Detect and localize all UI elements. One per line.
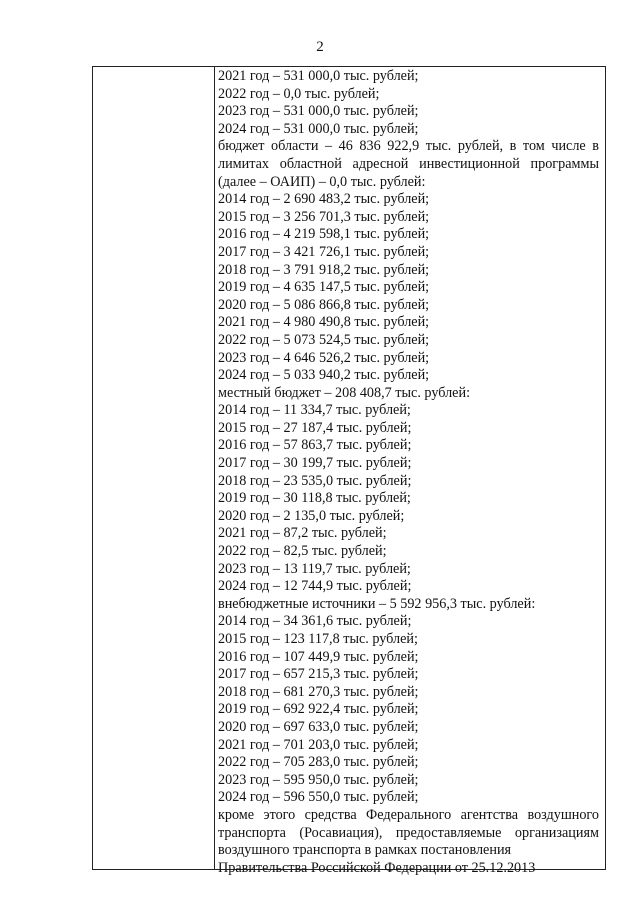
- text-line: 2023 год – 13 119,7 тыс. рублей;: [218, 560, 411, 577]
- text-line: 2016 год – 4 219 598,1 тыс. рублей;: [218, 226, 430, 243]
- text-line: 2022 год – 5 073 524,5 тыс. рублей;: [218, 331, 430, 348]
- text-line: 2022 год – 82,5 тыс. рублей;: [218, 543, 387, 560]
- text-line: 2021 год – 531 000,0 тыс. рублей;: [218, 68, 419, 84]
- text-line: 2019 год – 692 922,4 тыс. рублей;: [218, 701, 419, 718]
- text-line: 2023 год – 4 646 526,2 тыс. рублей;: [218, 349, 430, 366]
- text-line: лимитах областной адресной инвестиционной программы: [218, 155, 599, 172]
- text-line: бюджет области – 46 836 922,9 тыс. рублей, в том числе в: [218, 138, 599, 155]
- text-line: 2021 год – 87,2 тыс. рублей;: [218, 525, 387, 542]
- text-line: 2015 год – 123 117,8 тыс. рублей;: [218, 631, 418, 647]
- text-line: 2020 год – 697 633,0 тыс. рублей;: [218, 718, 419, 735]
- text-line: 2018 год – 681 270,3 тыс. рублей;: [218, 683, 419, 700]
- text-line: 2017 год – 30 199,7 тыс. рублей;: [218, 455, 412, 472]
- text-line: 2016 год – 57 863,7 тыс. рублей;: [218, 437, 412, 454]
- text-line: 2023 год – 595 950,0 тыс. рублей;: [218, 771, 419, 788]
- text-line: 2023 год – 531 000,0 тыс. рублей;: [218, 103, 419, 120]
- text-line: Правительства Российской Федерации от 25.12.2013: [218, 859, 536, 876]
- text-line: 2017 год – 657 215,3 тыс. рублей;: [218, 666, 419, 683]
- text-line: (далее – ОАИП) – 0,0 тыс. рублей:: [218, 173, 426, 190]
- text-line: 2024 год – 5 033 940,2 тыс. рублей;: [218, 367, 430, 384]
- text-line: 2014 год – 2 690 483,2 тыс. рублей;: [218, 191, 430, 208]
- table-right-cell: [214, 67, 605, 876]
- text-line: 2014 год – 34 361,6 тыс. рублей;: [218, 613, 412, 630]
- text-line: 2024 год – 596 550,0 тыс. рублей;: [218, 789, 419, 806]
- text-line: 2022 год – 705 283,0 тыс. рублей;: [218, 754, 419, 771]
- page-number: 2: [316, 39, 324, 55]
- text-line: внебюджетные источники – 5 592 956,3 тыс. рублей:: [218, 595, 536, 612]
- text-line: 2018 год – 3 791 918,2 тыс. рублей;: [218, 261, 430, 278]
- text-line: 2016 год – 107 449,9 тыс. рублей;: [218, 648, 419, 665]
- text-line: 2015 год – 27 187,4 тыс. рублей;: [218, 419, 412, 436]
- text-line: местный бюджет – 208 408,7 тыс. рублей:: [218, 384, 471, 401]
- text-line: 2024 год – 531 000,0 тыс. рублей;: [218, 120, 419, 137]
- text-line: транспорта (Росавиация), предоставляемые организациям: [218, 824, 599, 841]
- text-line: 2017 год – 3 421 726,1 тыс. рублей;: [218, 243, 430, 260]
- text-line: 2020 год – 2 135,0 тыс. рублей;: [218, 507, 405, 524]
- document-table: [92, 66, 606, 876]
- text-line: 2021 год – 4 980 490,8 тыс. рублей;: [218, 314, 430, 331]
- text-line: 2015 год – 3 256 701,3 тыс. рублей;: [218, 208, 430, 225]
- text-line: кроме этого средства Федерального агентства воздушного: [218, 806, 599, 823]
- text-line: 2019 год – 30 118,8 тыс. рублей;: [218, 490, 411, 507]
- text-line: 2018 год – 23 535,0 тыс. рублей;: [218, 472, 412, 489]
- table-left-cell: [93, 67, 215, 869]
- text-line: 2022 год – 0,0 тыс. рублей;: [218, 85, 380, 102]
- text-line: воздушного транспорта в рамках постановления: [218, 842, 512, 859]
- text-line: 2024 год – 12 744,9 тыс. рублей;: [218, 578, 412, 595]
- text-line: 2014 год – 11 334,7 тыс. рублей;: [218, 402, 411, 419]
- text-line: 2021 год – 701 203,0 тыс. рублей;: [218, 736, 419, 753]
- text-line: 2019 год – 4 635 147,5 тыс. рублей;: [218, 279, 430, 296]
- text-line: 2020 год – 5 086 866,8 тыс. рублей;: [218, 296, 430, 313]
